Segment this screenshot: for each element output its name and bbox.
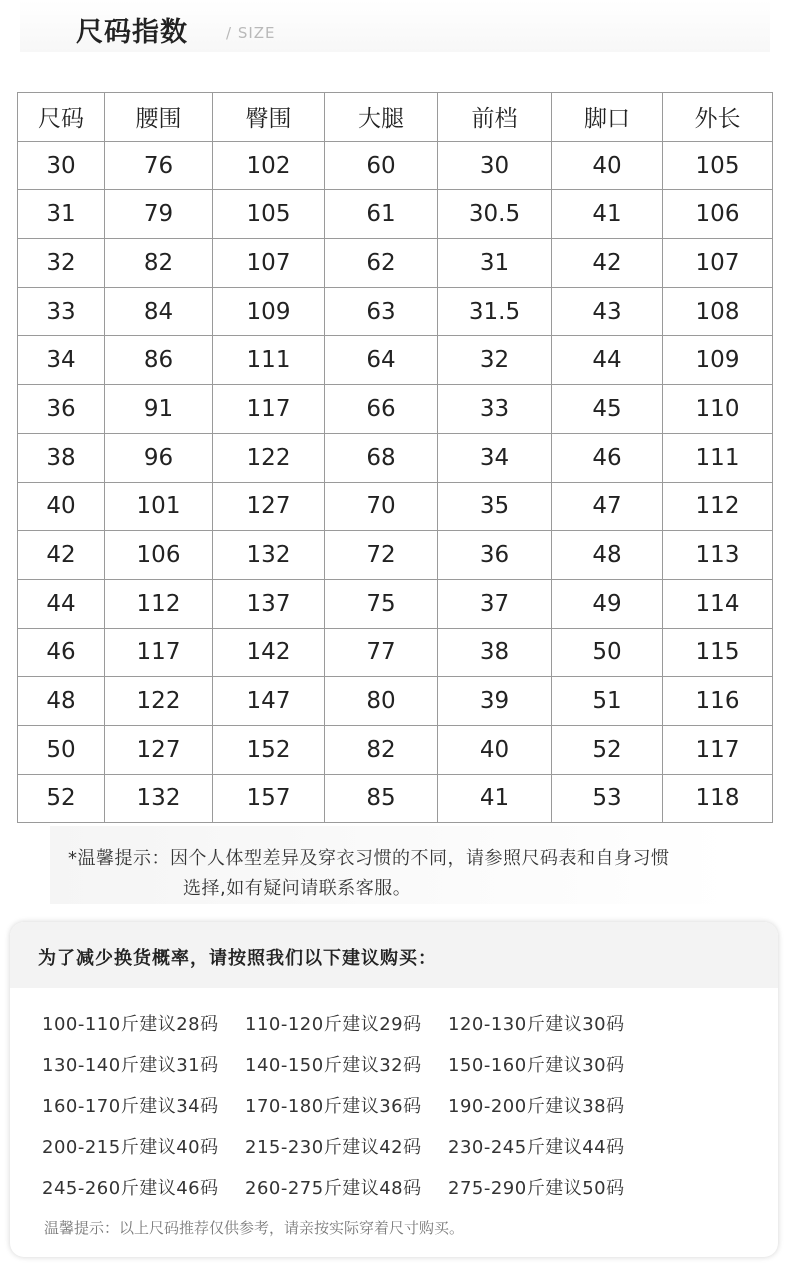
table-cell: 117 [213, 385, 325, 434]
table-cell: 51 [552, 677, 663, 726]
table-row [18, 433, 773, 482]
recommendation-row [42, 1051, 651, 1092]
section-title: 尺码指数 [76, 17, 188, 48]
recommendation-row [42, 1133, 651, 1174]
table-cell: 117 [105, 628, 213, 677]
table-cell: 137 [213, 579, 325, 628]
table-cell: 86 [105, 336, 213, 385]
table-header-row [18, 93, 773, 142]
table-cell: 48 [552, 531, 663, 580]
recommendation-grid [42, 1010, 651, 1215]
recommendation-item: 260-275斤建议48码 [245, 1178, 422, 1199]
notice-line-1: *温馨提示：因个人体型差异及穿衣习惯的不同，请参照尺码表和自身习惯 [68, 848, 670, 869]
table-cell: 77 [325, 628, 438, 677]
table-cell: 30 [438, 141, 552, 190]
recommendation-item: 110-120斤建议29码 [245, 1014, 422, 1035]
recommendation-item: 100-110斤建议28码 [42, 1014, 219, 1035]
table-cell: 157 [213, 774, 325, 823]
table-cell: 60 [325, 141, 438, 190]
notice-line-2: 选择,如有疑问请联系客服。 [183, 878, 412, 899]
table-cell: 38 [18, 433, 105, 482]
table-cell: 38 [438, 628, 552, 677]
table-cell: 108 [663, 287, 773, 336]
table-cell: 105 [663, 141, 773, 190]
table-cell: 102 [213, 141, 325, 190]
recommendation-item: 140-150斤建议32码 [245, 1055, 422, 1076]
table-cell: 116 [663, 677, 773, 726]
table-cell: 112 [663, 482, 773, 531]
table-cell: 33 [18, 287, 105, 336]
table-cell: 122 [213, 433, 325, 482]
table-header-cell: 尺码 [18, 93, 105, 142]
table-cell: 118 [663, 774, 773, 823]
table-cell: 132 [213, 531, 325, 580]
table-cell: 127 [213, 482, 325, 531]
table-cell: 33 [438, 385, 552, 434]
table-row [18, 385, 773, 434]
table-cell: 105 [213, 190, 325, 239]
table-cell: 127 [105, 725, 213, 774]
table-header-cell: 前档 [438, 93, 552, 142]
recommendation-row [42, 1010, 651, 1051]
recommendation-item: 215-230斤建议42码 [245, 1137, 422, 1158]
recommendation-header [10, 922, 778, 988]
table-cell: 122 [105, 677, 213, 726]
section-subtitle: / SIZE [226, 24, 276, 42]
recommendation-item: 200-215斤建议40码 [42, 1137, 219, 1158]
table-cell: 41 [438, 774, 552, 823]
table-cell: 101 [105, 482, 213, 531]
section-header [20, 0, 770, 52]
table-cell: 42 [552, 239, 663, 288]
table-cell: 113 [663, 531, 773, 580]
table-cell: 32 [18, 239, 105, 288]
table-cell: 43 [552, 287, 663, 336]
table-cell: 68 [325, 433, 438, 482]
recommendation-item: 190-200斤建议38码 [448, 1096, 625, 1117]
table-row [18, 482, 773, 531]
table-row [18, 190, 773, 239]
table-cell: 147 [213, 677, 325, 726]
table-cell: 47 [552, 482, 663, 531]
table-cell: 112 [105, 579, 213, 628]
table-cell: 44 [18, 579, 105, 628]
recommendation-item: 120-130斤建议30码 [448, 1014, 625, 1035]
table-row [18, 579, 773, 628]
table-cell: 82 [325, 725, 438, 774]
table-row [18, 628, 773, 677]
table-cell: 109 [663, 336, 773, 385]
table-cell: 62 [325, 239, 438, 288]
table-cell: 50 [18, 725, 105, 774]
table-cell: 32 [438, 336, 552, 385]
table-cell: 31 [18, 190, 105, 239]
table-cell: 45 [552, 385, 663, 434]
table-cell: 106 [663, 190, 773, 239]
table-header-cell: 外长 [663, 93, 773, 142]
table-cell: 31 [438, 239, 552, 288]
table-cell: 79 [105, 190, 213, 239]
recommendation-item: 170-180斤建议36码 [245, 1096, 422, 1117]
table-header-cell: 腰围 [105, 93, 213, 142]
table-row [18, 774, 773, 823]
recommendation-item: 150-160斤建议30码 [448, 1055, 625, 1076]
table-cell: 117 [663, 725, 773, 774]
table-cell: 152 [213, 725, 325, 774]
table-cell: 85 [325, 774, 438, 823]
table-cell: 36 [18, 385, 105, 434]
recommendation-row [42, 1174, 651, 1215]
table-cell: 142 [213, 628, 325, 677]
table-cell: 41 [552, 190, 663, 239]
table-cell: 70 [325, 482, 438, 531]
table-cell: 35 [438, 482, 552, 531]
table-header-cell: 大腿 [325, 93, 438, 142]
table-cell: 44 [552, 336, 663, 385]
table-cell: 30.5 [438, 190, 552, 239]
recommendation-card [10, 922, 778, 1257]
table-cell: 36 [438, 531, 552, 580]
table-cell: 31.5 [438, 287, 552, 336]
table-cell: 111 [213, 336, 325, 385]
table-cell: 110 [663, 385, 773, 434]
table-row [18, 725, 773, 774]
recommendation-item: 245-260斤建议46码 [42, 1178, 219, 1199]
table-cell: 30 [18, 141, 105, 190]
size-notice [50, 826, 770, 904]
table-cell: 115 [663, 628, 773, 677]
recommendation-row [42, 1092, 651, 1133]
recommendation-heading: 为了减少换货概率，请按照我们以下建议购买： [38, 948, 437, 969]
table-cell: 114 [663, 579, 773, 628]
size-table [17, 92, 773, 823]
table-cell: 96 [105, 433, 213, 482]
table-cell: 52 [552, 725, 663, 774]
table-row [18, 336, 773, 385]
recommendation-item: 160-170斤建议34码 [42, 1096, 219, 1117]
table-cell: 75 [325, 579, 438, 628]
table-cell: 64 [325, 336, 438, 385]
recommendation-item: 130-140斤建议31码 [42, 1055, 219, 1076]
table-header-cell: 脚口 [552, 93, 663, 142]
table-cell: 40 [552, 141, 663, 190]
recommendation-item: 230-245斤建议44码 [448, 1137, 625, 1158]
table-cell: 40 [438, 725, 552, 774]
table-row [18, 287, 773, 336]
table-cell: 132 [105, 774, 213, 823]
table-cell: 109 [213, 287, 325, 336]
table-cell: 37 [438, 579, 552, 628]
recommendation-item: 275-290斤建议50码 [448, 1178, 625, 1199]
table-cell: 80 [325, 677, 438, 726]
table-row [18, 531, 773, 580]
table-cell: 61 [325, 190, 438, 239]
table-cell: 76 [105, 141, 213, 190]
table-cell: 46 [552, 433, 663, 482]
table-cell: 50 [552, 628, 663, 677]
table-row [18, 239, 773, 288]
table-cell: 84 [105, 287, 213, 336]
table-cell: 66 [325, 385, 438, 434]
table-cell: 52 [18, 774, 105, 823]
table-cell: 40 [18, 482, 105, 531]
table-cell: 42 [18, 531, 105, 580]
table-cell: 46 [18, 628, 105, 677]
table-cell: 111 [663, 433, 773, 482]
table-cell: 49 [552, 579, 663, 628]
table-cell: 34 [18, 336, 105, 385]
table-cell: 63 [325, 287, 438, 336]
table-cell: 34 [438, 433, 552, 482]
table-cell: 72 [325, 531, 438, 580]
table-cell: 39 [438, 677, 552, 726]
table-cell: 82 [105, 239, 213, 288]
table-cell: 91 [105, 385, 213, 434]
table-row [18, 677, 773, 726]
table-cell: 53 [552, 774, 663, 823]
table-cell: 48 [18, 677, 105, 726]
table-cell: 106 [105, 531, 213, 580]
recommendation-tip: 温馨提示：以上尺码推荐仅供参考，请亲按实际穿着尺寸购买。 [44, 1219, 465, 1237]
table-cell: 107 [213, 239, 325, 288]
table-row [18, 141, 773, 190]
table-header-cell: 臀围 [213, 93, 325, 142]
table-cell: 107 [663, 239, 773, 288]
